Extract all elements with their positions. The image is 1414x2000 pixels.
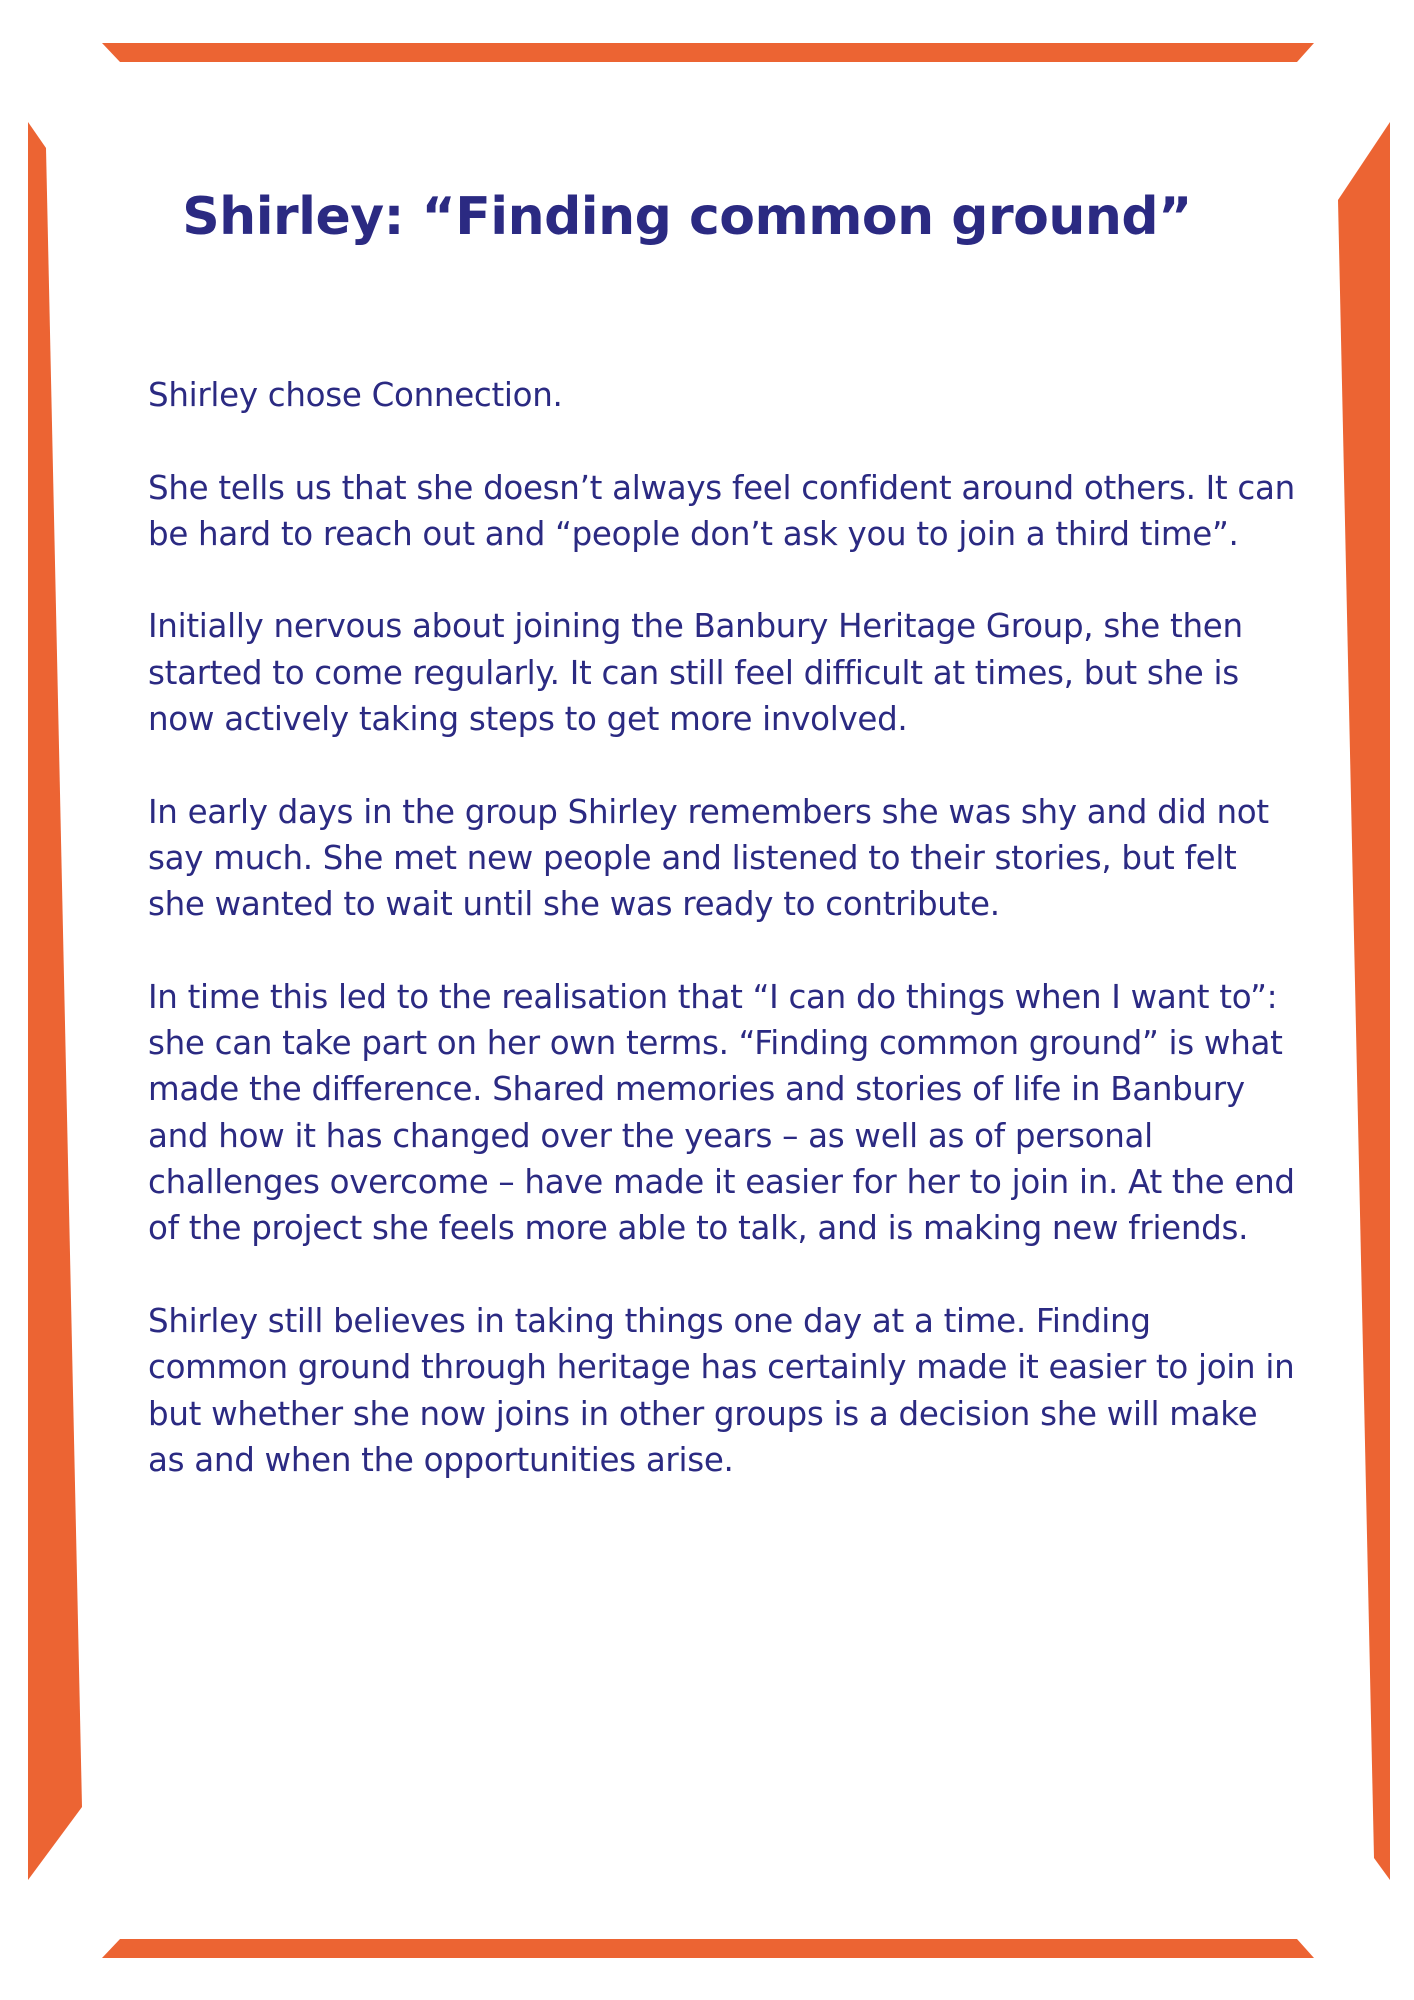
paragraph-2: She tells us that she doesn’t always feel confident around others. It can be hard to reach out and “people don’t ask you to join a third time”.: [148, 468, 1295, 553]
paragraph-6: Shirley still believes in taking things one day at a time. Finding common ground through heritage has certainly made it easier to join in but whether she now joins in other groups is a decision she will make as and when the opportunities arise.: [148, 1301, 1295, 1479]
page-title: Shirley: “Finding common ground”: [182, 187, 1192, 247]
paragraph-3: Initially nervous about joining the Banbury Heritage Group, she then started to come regularly. It can still feel difficult at times, but she is now actively taking steps to get more involved.: [148, 607, 1243, 739]
frame-bottom-bar: [102, 1939, 1314, 1958]
paragraph-4: In early days in the group Shirley remembers she was shy and did not say much. She met new people and listened to their stories, but felt she wanted to wait until she was ready to contribute.: [148, 792, 1269, 924]
paragraph-1: Shirley chose Connection.: [148, 376, 563, 414]
paragraph-5: In time this led to the realisation that “I can do things when I want to”: she can take part on her own terms. “Finding common ground” is what made the difference. Shared memories and stories of life in Banbury and how it has changed over the years – as well as of personal challenges overcome – have made it easier for her to join in. At the end of the project she feels more able to talk, and is making new friends.: [148, 977, 1295, 1248]
body-text: [148, 372, 1298, 1529]
frame-top-bar: [102, 43, 1314, 62]
frame-left-bar: [28, 122, 82, 1880]
frame-right-bar: [1338, 122, 1390, 1880]
